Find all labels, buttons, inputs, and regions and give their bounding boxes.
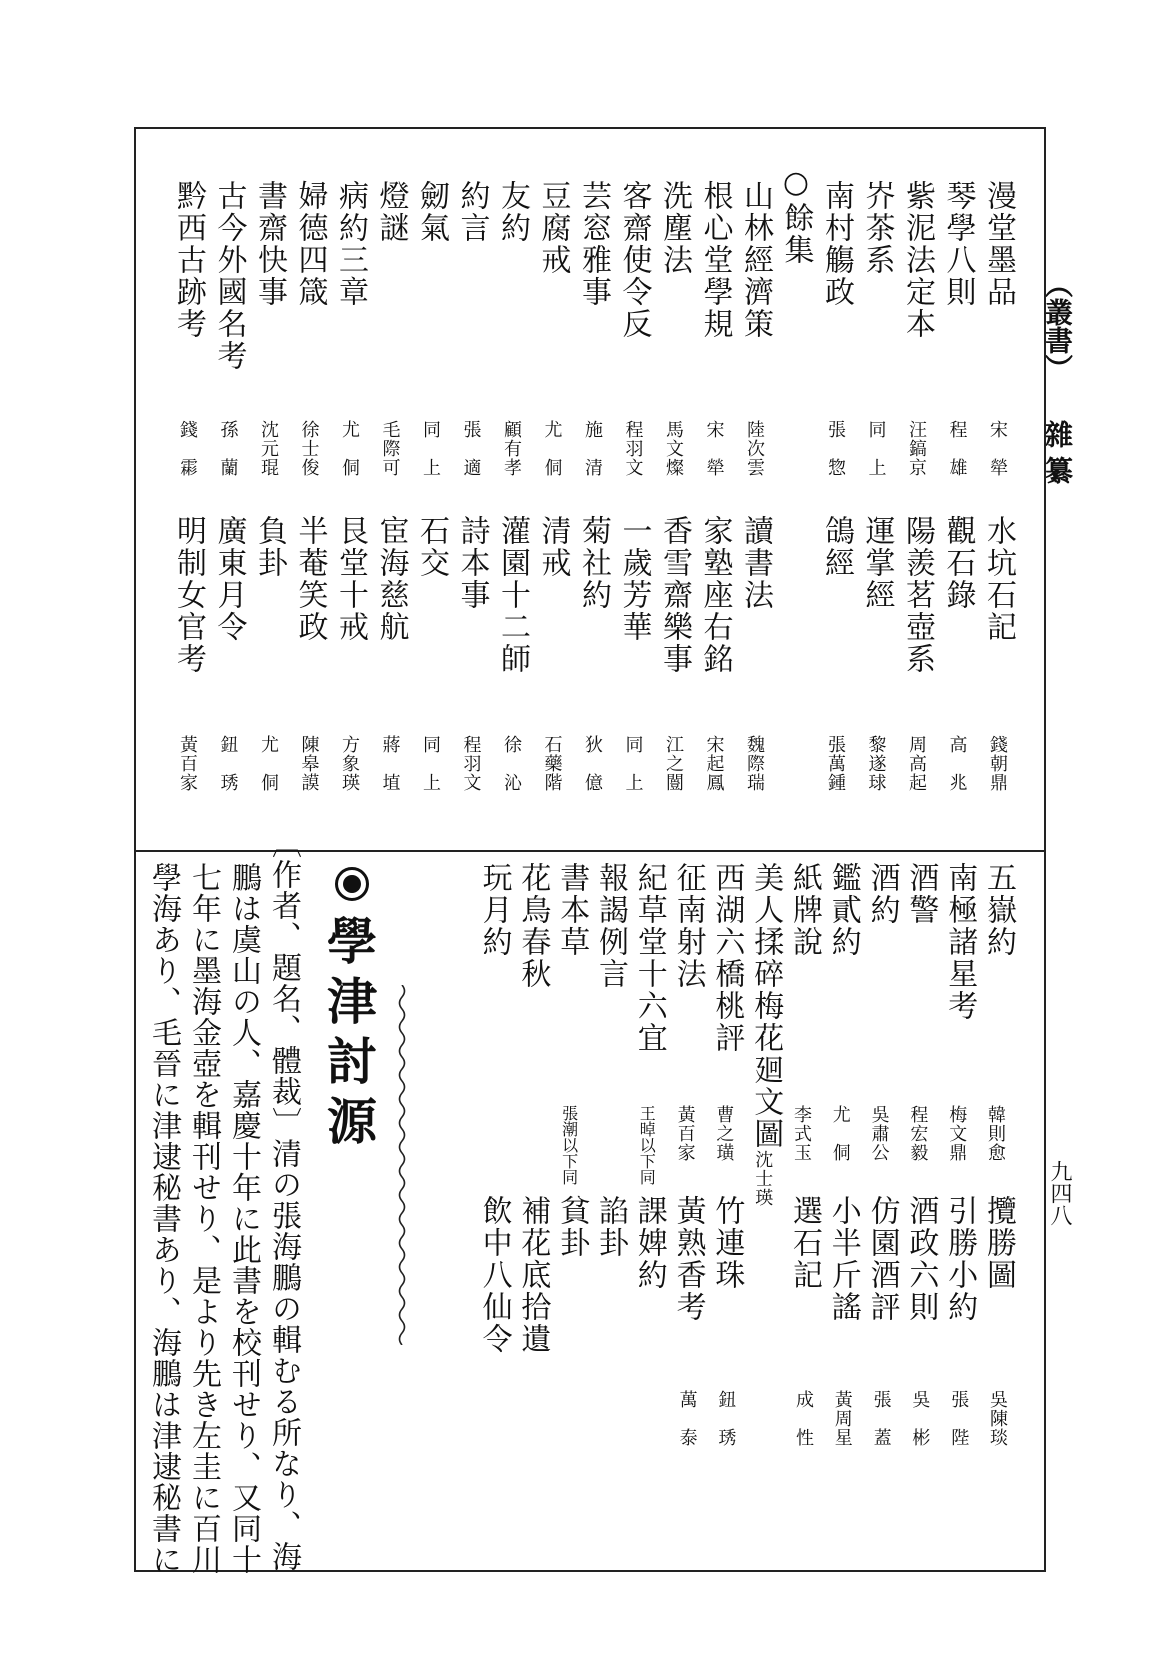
entry-title: 豆腐戒 xyxy=(535,180,571,276)
entry-author: 張萬鍾 xyxy=(825,735,846,792)
entry-author: 狄 億 xyxy=(582,735,603,792)
entry-author: 孫 蘭 xyxy=(217,420,239,477)
entry-title: 艮堂十戒 xyxy=(333,515,368,643)
entry-title: 鑑貳約 xyxy=(825,862,861,958)
entry-title: 酒警 xyxy=(903,862,939,926)
entry-author: 宋 犖 xyxy=(703,420,725,477)
entry-title: 約言 xyxy=(454,180,490,244)
entry-author: 汪鎬京 xyxy=(906,420,927,477)
entry-author: 張 蓋 xyxy=(870,1390,892,1447)
entry-title: 黔西古跡考 xyxy=(171,180,206,340)
entry-author: 馬文燦 xyxy=(663,420,684,477)
entry-title: 琴學八則 xyxy=(940,180,976,308)
entry-title: 燈謎 xyxy=(373,180,409,244)
entry-author: 李式玉 xyxy=(791,1105,812,1162)
entry-author: 張 陛 xyxy=(948,1390,970,1447)
bullet-mark-icon xyxy=(335,867,369,901)
entry-author: 韓則愈 xyxy=(985,1105,1006,1162)
note-line: 七年に墨海金壺を輯刊せり、是より先き左圭に百川 xyxy=(186,862,221,1575)
entry-title: 古今外國名考 xyxy=(211,180,247,372)
entry-title: 書本草 xyxy=(554,862,590,958)
entry-title: 小半斤謠 xyxy=(825,1195,861,1323)
entry-author: 程 雄 xyxy=(946,420,968,477)
entry-title: 飲中八仙令 xyxy=(476,1195,512,1355)
entry-title: 山林經濟策 xyxy=(738,180,773,340)
entry-title: 半菴笑政 xyxy=(292,515,328,643)
entry-title: 貧卦 xyxy=(554,1195,590,1259)
series-label: （叢書） xyxy=(1041,270,1074,382)
entry-author: 黎遂球 xyxy=(865,735,887,792)
entry-title: 仿園酒評 xyxy=(864,1195,900,1323)
entry-title: 諂卦 xyxy=(593,1195,628,1259)
entry-title: 詩本事 xyxy=(454,515,490,611)
entry-author: 石藥階 xyxy=(541,735,563,792)
entry-title: 引勝小約 xyxy=(942,1195,978,1323)
entry-title: 婦德四箴 xyxy=(292,180,328,308)
entry-author: 尤 侗 xyxy=(541,420,563,477)
page-number: 九四八 xyxy=(1047,1160,1072,1226)
entry-author: 梅文鼎 xyxy=(946,1105,968,1162)
entry-title: 明制女官考 xyxy=(171,515,206,675)
entry-title: 洗塵法 xyxy=(657,180,692,276)
entry-title: 報謁例言 xyxy=(593,862,628,990)
entry-title: 攬勝圖 xyxy=(981,1195,1016,1291)
entry-author: 張 惣 xyxy=(825,420,846,477)
wavy-rule-icon xyxy=(395,985,409,1345)
entry-author: 錢朝鼎 xyxy=(987,735,1008,792)
entry-author: 同 上 xyxy=(865,420,887,477)
entry-title: 一歲芳華 xyxy=(616,515,652,643)
entry-title: 水坑石記 xyxy=(981,515,1016,643)
entry-author: 宋 犖 xyxy=(987,420,1008,477)
entry-title: 補花底拾遺 xyxy=(515,1195,551,1355)
entry-author: 張 適 xyxy=(460,420,482,477)
entry-title: 友約 xyxy=(495,180,530,244)
entry-author: 施 清 xyxy=(582,420,603,477)
entry-author: 尤 侗 xyxy=(258,735,279,792)
entry-author: 曹之璜 xyxy=(713,1105,735,1162)
entry-title: 根心堂學規 xyxy=(697,180,733,340)
entry-title: 廣東月令 xyxy=(211,515,247,643)
entry-title: 黃熟香考 xyxy=(670,1195,706,1323)
entry-title: 酒政六則 xyxy=(903,1195,939,1323)
entry-title: 灌園十二師 xyxy=(495,515,530,675)
entry-title: 課婢約 xyxy=(631,1195,667,1291)
entry-title: 南極諸星考 xyxy=(942,862,978,1022)
entry-author: 程羽文 xyxy=(622,420,644,477)
entry-title: 菊社約 xyxy=(576,515,611,611)
entry-title: 宦海慈航 xyxy=(373,515,409,643)
entry-author: 徐 沁 xyxy=(501,735,522,792)
entry-author: 同 上 xyxy=(622,735,644,792)
entry-title: 酒約 xyxy=(864,862,900,926)
entry-author: 徐士俊 xyxy=(298,420,320,477)
entry-author: 周高起 xyxy=(906,735,927,792)
entry-title: 家塾座右銘 xyxy=(697,515,733,675)
entry-author: 同 上 xyxy=(420,735,441,792)
entry-title: 讀書法 xyxy=(738,515,773,611)
entry-title: 岕茶系 xyxy=(859,180,895,276)
note-line: 鵬は虞山の人、嘉慶十年に此書を校刊せり、又同十 xyxy=(226,862,261,1575)
entry-author: 錢 霦 xyxy=(177,420,198,477)
entry-title: 花鳥春秋 xyxy=(515,862,551,990)
entry-title: 負卦 xyxy=(252,515,287,579)
entry-title: 征南射法 xyxy=(670,862,706,990)
entry-author: 黃周星 xyxy=(831,1390,853,1447)
section-title: 學津討源 xyxy=(319,915,378,1155)
entry-author: 江之闓 xyxy=(663,735,684,792)
entry-title: 書齋快事 xyxy=(252,180,287,308)
entry-author: 成 性 xyxy=(793,1390,814,1447)
entry-author: 黃百家 xyxy=(177,735,198,792)
entry-title: 漫堂墨品 xyxy=(981,180,1016,308)
entry-title: ○餘集 xyxy=(778,165,814,266)
entry-author: 王晫以下同 xyxy=(637,1105,657,1185)
entry-title: 紫泥法定本 xyxy=(900,180,935,340)
entry-author: 宋起鳳 xyxy=(703,735,725,792)
entry-title: 觀石錄 xyxy=(940,515,976,611)
entry-title: 紀草堂十六宜 xyxy=(631,862,667,1054)
entry-author: 鈕 琇 xyxy=(715,1390,737,1447)
entry-title: 病約三章 xyxy=(333,180,368,308)
entry-author: 同 上 xyxy=(420,420,441,477)
entry-title: 五嶽約 xyxy=(981,862,1016,958)
page-title: 雜纂 xyxy=(1041,420,1074,492)
entry-title: 陽羨茗壺系 xyxy=(900,515,935,675)
entry-author: 張潮以下同 xyxy=(559,1105,579,1185)
entry-author: 吳陳琰 xyxy=(987,1390,1008,1447)
entry-title: 紙牌說 xyxy=(787,862,822,958)
note-line: 〔作者、題名、體裁〕清の張海鵬の輯むる所なり、海 xyxy=(266,828,301,1572)
entry-author: 黃百家 xyxy=(674,1105,696,1162)
entry-author: 蔣 埴 xyxy=(379,735,401,792)
entry-author: 程羽文 xyxy=(460,735,482,792)
entry-author: 高 兆 xyxy=(946,735,968,792)
entry-author: 顧有孝 xyxy=(501,420,522,477)
entry-title: 玩月約 xyxy=(476,862,512,958)
note-line: 學海あり、毛晉に津逮秘書あり、海鵬は津逮秘書に xyxy=(146,862,181,1575)
entry-title: 南村觴政 xyxy=(819,180,854,308)
entry-title: 鴿經 xyxy=(819,515,854,579)
entry-title: 西湖六橋桃評 xyxy=(709,862,745,1054)
entry-title: 香雪齋樂事 xyxy=(657,515,692,675)
entry-title: 美人揉碎梅花廻文圖 xyxy=(748,862,784,1150)
entry-author: 萬 泰 xyxy=(676,1390,698,1447)
entry-author: 沈士瑛 xyxy=(752,1150,774,1207)
entry-title: 客齋使令反 xyxy=(616,180,652,340)
entry-title: 運掌經 xyxy=(859,515,895,611)
entry-author: 魏際瑞 xyxy=(744,735,765,792)
entry-author: 程宏毅 xyxy=(907,1105,929,1162)
entry-author: 吳 彬 xyxy=(909,1390,931,1447)
entry-author: 沈元琨 xyxy=(258,420,279,477)
entry-author: 鈕 琇 xyxy=(217,735,239,792)
entry-author: 陸次雲 xyxy=(744,420,765,477)
entry-author: 尤 侗 xyxy=(829,1105,851,1162)
entry-title: 劒氣 xyxy=(414,180,449,244)
entry-author: 毛際可 xyxy=(379,420,401,477)
entry-author: 方象瑛 xyxy=(339,735,360,792)
entry-title: 選石記 xyxy=(787,1195,822,1291)
entry-title: 芸窓雅事 xyxy=(576,180,611,308)
entry-author: 尤 侗 xyxy=(339,420,360,477)
entry-title: 清戒 xyxy=(535,515,571,579)
entry-title: 竹連珠 xyxy=(709,1195,745,1291)
entry-author: 吳肅公 xyxy=(868,1105,890,1162)
entry-author: 陳皋謨 xyxy=(298,735,320,792)
entry-title: 石交 xyxy=(414,515,449,579)
